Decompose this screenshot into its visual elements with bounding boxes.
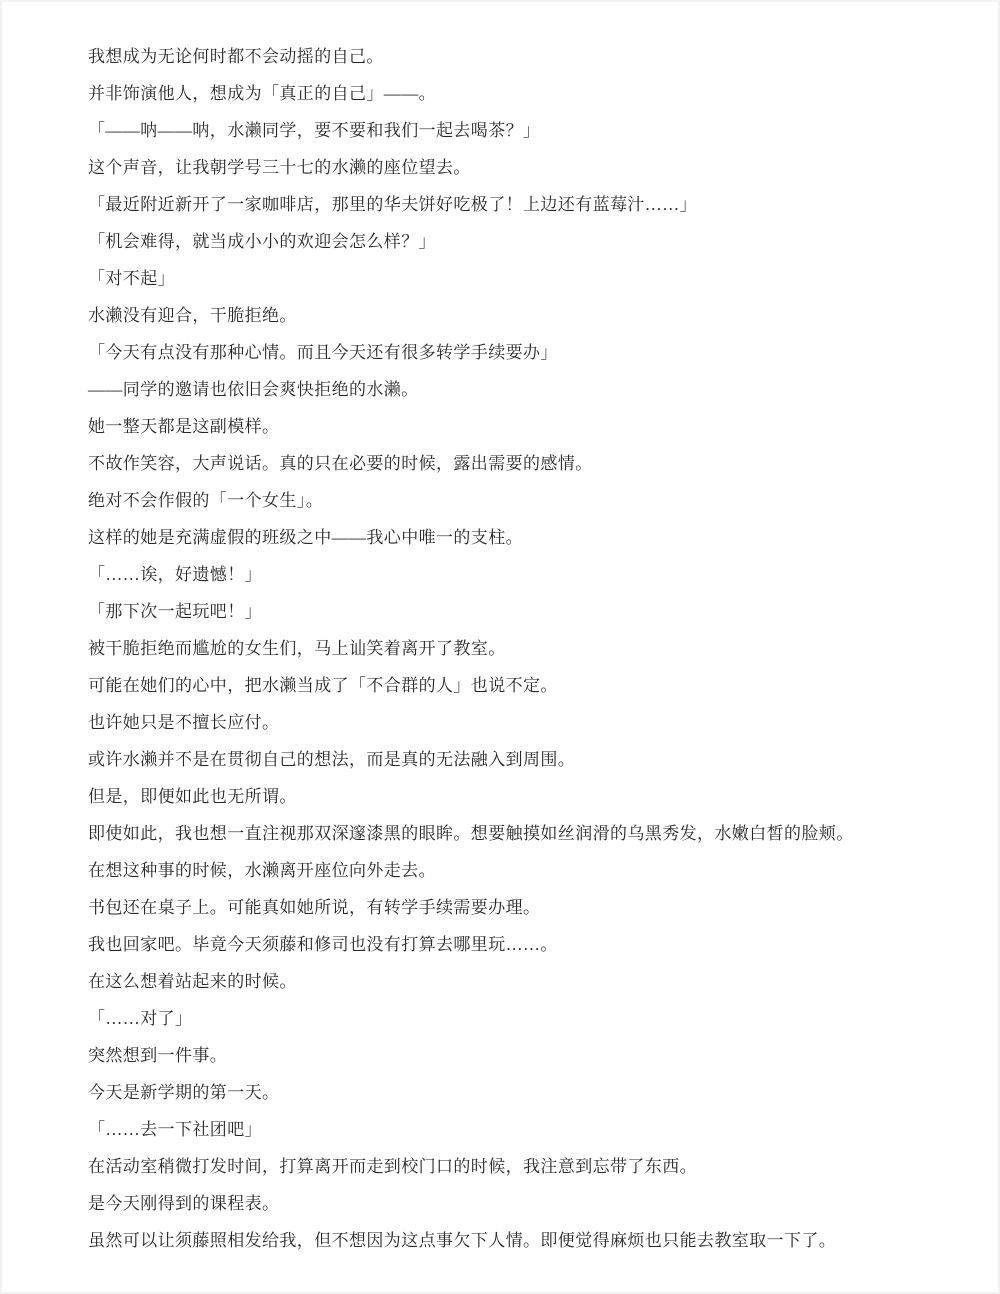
paragraph: 虽然可以让须藤照相发给我，但不想因为这点事欠下人情。即便觉得麻烦也只能去教室取一下了。 — [88, 1231, 837, 1250]
paragraph: 这样的她是充满虚假的班级之中——我心中唯一的支柱。 — [88, 528, 523, 547]
paragraph: 「机会难得，就当成小小的欢迎会怎么样？」 — [88, 232, 436, 251]
paragraph: ——同学的邀请也依旧会爽快拒绝的水濑。 — [88, 380, 419, 399]
paragraph: 也许她只是不擅长应付。 — [88, 713, 280, 732]
paragraph: 可能在她们的心中，把水濑当成了「不合群的人」也说不定。 — [88, 676, 558, 695]
paragraph: 今天是新学期的第一天。 — [88, 1083, 280, 1102]
paragraph: 在想这种事的时候，水濑离开座位向外走去。 — [88, 861, 436, 880]
paragraph: 「今天有点没有那种心情。而且今天还有很多转学手续要办」 — [88, 343, 558, 362]
paragraph: 「那下次一起玩吧！」 — [88, 602, 262, 621]
paragraph: 这个声音，让我朝学号三十七的水濑的座位望去。 — [88, 158, 471, 177]
paragraph: 「……对了」 — [88, 1009, 193, 1028]
paragraph: 我想成为无论何时都不会动摇的自己。 — [88, 47, 384, 66]
paragraph: 在这么想着站起来的时候。 — [88, 972, 297, 991]
paragraph: 绝对不会作假的「一个女生」。 — [88, 491, 324, 510]
paragraph: 她一整天都是这副模样。 — [88, 417, 280, 436]
paragraph: 我也回家吧。毕竟今天须藤和修司也没有打算去哪里玩……。 — [88, 935, 558, 954]
paragraph: 「……诶，好遗憾！」 — [88, 565, 262, 584]
paragraph: 即使如此，我也想一直注视那双深邃漆黑的眼眸。想要触摸如丝润滑的乌黑秀发，水嫩白皙的脸颊。 — [88, 824, 854, 843]
paragraph: 但是，即便如此也无所谓。 — [88, 787, 297, 806]
paragraph: 被干脆拒绝而尴尬的女生们，马上讪笑着离开了教室。 — [88, 639, 506, 658]
paragraph: 「对不起」 — [88, 269, 175, 288]
paragraph: 是今天刚得到的课程表。 — [88, 1194, 280, 1213]
paragraph: 突然想到一件事。 — [88, 1046, 228, 1065]
paragraph: 在活动室稍微打发时间，打算离开而走到校门口的时候，我注意到忘带了东西。 — [88, 1157, 697, 1176]
paragraph: 水濑没有迎合，干脆拒绝。 — [88, 306, 297, 325]
paragraph: 「……去一下社团吧」 — [88, 1120, 262, 1139]
paragraph: 「——呐——呐，水濑同学，要不要和我们一起去喝茶？」 — [88, 121, 541, 140]
paragraph: 并非饰演他人，想成为「真正的自己」——。 — [88, 84, 436, 103]
paragraph: 书包还在桌子上。可能真如她所说，有转学手续需要办理。 — [88, 898, 541, 917]
paragraph: 或许水濑并不是在贯彻自己的想法，而是真的无法融入到周围。 — [88, 750, 576, 769]
paragraph: 「最近附近新开了一家咖啡店，那里的华夫饼好吃极了！上边还有蓝莓汁……」 — [88, 195, 697, 214]
paragraph: 不故作笑容，大声说话。真的只在必要的时候，露出需要的感情。 — [88, 454, 593, 473]
